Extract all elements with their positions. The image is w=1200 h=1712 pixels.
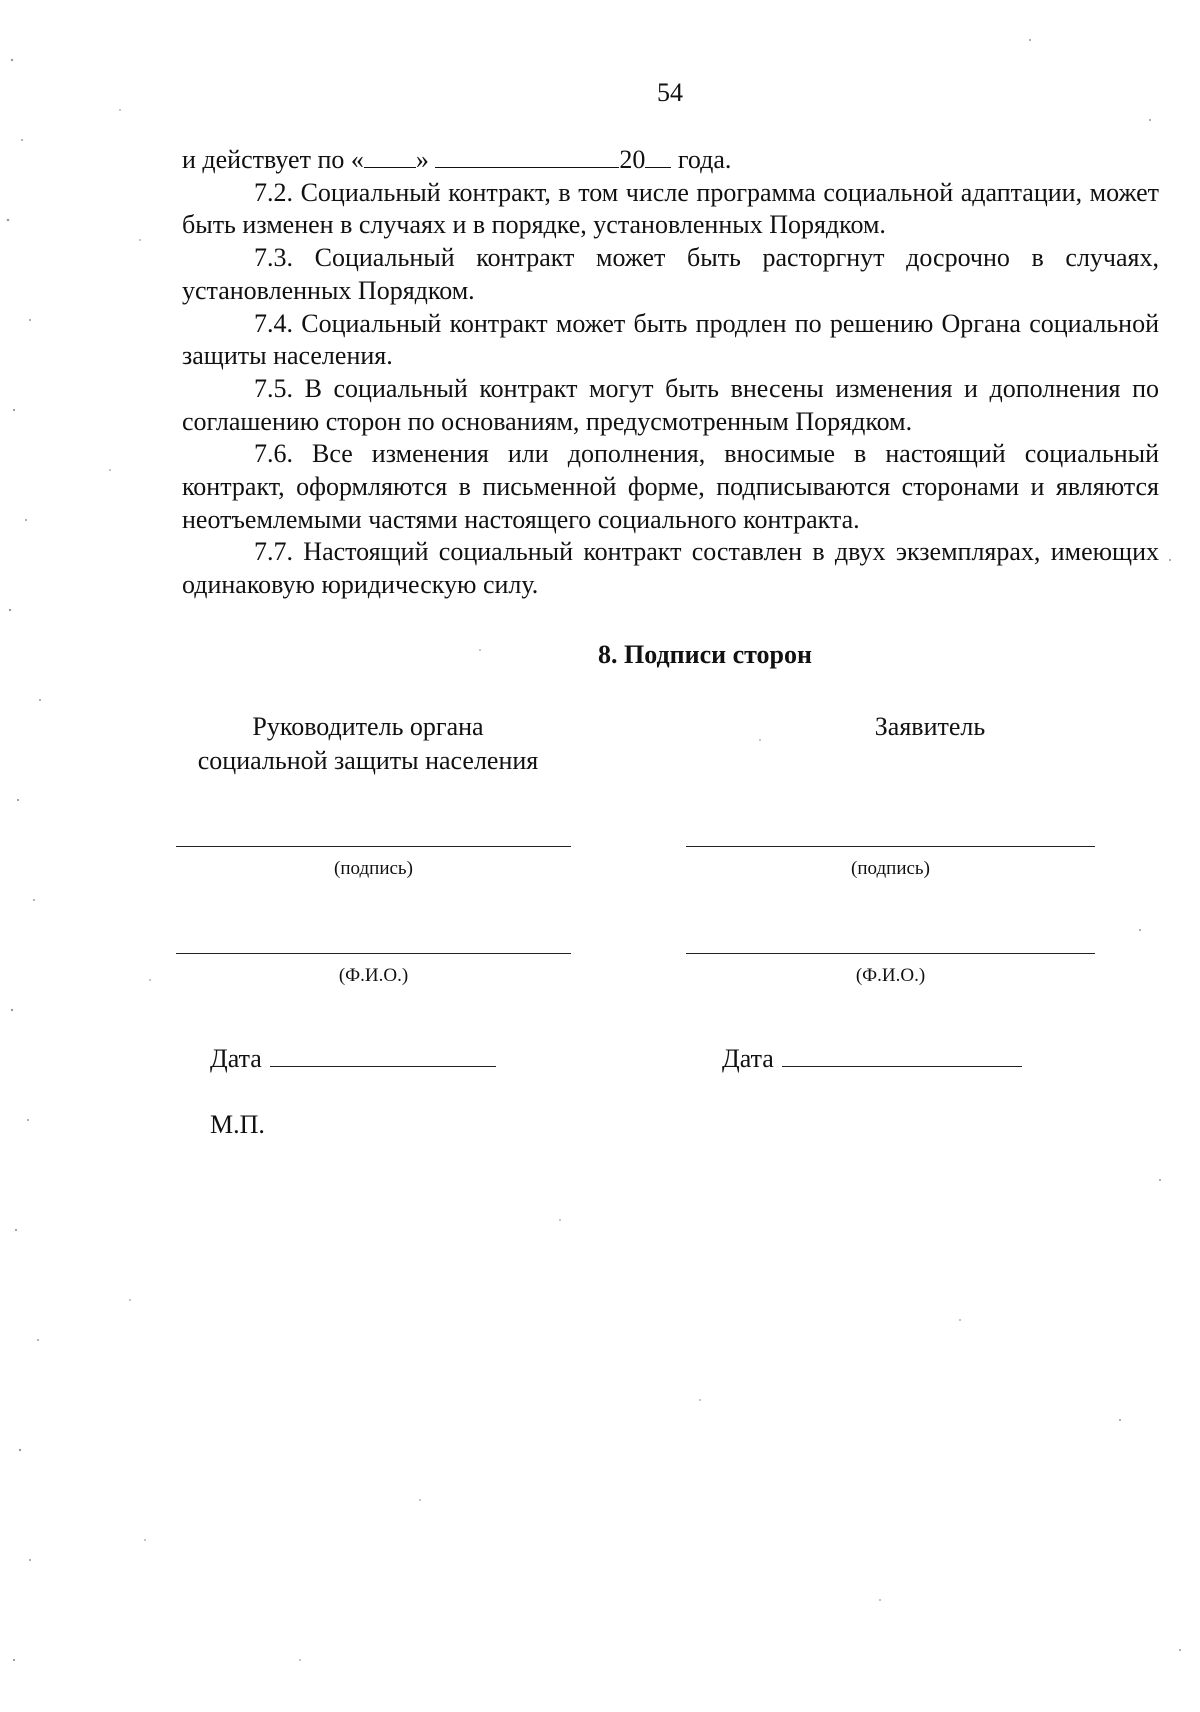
- right-date-label: Дата: [722, 1044, 774, 1073]
- clause-7-1-text-start: и действует по «: [182, 145, 364, 174]
- section-title-signatures: 8. Подписи сторон: [597, 640, 813, 669]
- clause-7-1-text-end: года.: [677, 145, 732, 174]
- left-party-label: [182, 710, 554, 778]
- year-blank: [645, 145, 671, 168]
- right-date-line: [782, 1042, 1022, 1067]
- clause-7-1-continuation: [182, 144, 1159, 177]
- page-number: 54: [657, 78, 683, 107]
- right-name-line: [686, 953, 1095, 954]
- right-signature-line: [686, 846, 1095, 847]
- clause-7-2: 7.2. Социальный контракт, в том числе программа социальной адаптации, может быть изменен в случаях и в порядке, установленных Порядком.: [182, 177, 1159, 240]
- left-name-caption: (Ф.И.О.): [338, 965, 409, 986]
- year-prefix: 20: [619, 145, 646, 174]
- clause-7-7: 7.7. Настоящий социальный контракт составлен в двух экземплярах, имеющих одинаковую юридическую силу.: [182, 537, 1159, 600]
- day-blank: [364, 145, 416, 168]
- left-date-label: Дата: [210, 1044, 262, 1073]
- clause-7-6: 7.6. Все изменения или дополнения, вносимые в настоящий социальный контракт, оформляются в письменной форме, подписываются сторонами и являются неотъемлемыми частями настоящего социального контракта.: [182, 439, 1159, 534]
- contract-clauses: [182, 144, 1159, 602]
- left-signature-caption: (подпись): [334, 858, 413, 879]
- left-party-line1: Руководитель органа: [252, 712, 484, 741]
- right-signature-caption: (подпись): [851, 858, 930, 879]
- clause-7-5: 7.5. В социальный контракт могут быть внесены изменения и дополнения по соглашению сторон по основаниям, предусмотренным Порядком.: [182, 373, 1159, 436]
- clause-7-4: 7.4. Социальный контракт может быть продлен по решению Органа социальной защиты населения.: [182, 308, 1159, 371]
- left-name-line: [176, 953, 571, 954]
- right-name-caption: (Ф.И.О.): [855, 965, 926, 986]
- left-party-line2: социальной защиты населения: [197, 746, 539, 775]
- stamp-label: М.П.: [210, 1110, 265, 1139]
- right-party-label: Заявитель: [874, 712, 986, 741]
- left-date-line: [270, 1042, 496, 1067]
- clause-7-1-quote-close: »: [415, 145, 429, 174]
- left-date-field: [210, 1042, 496, 1074]
- month-blank: [435, 145, 619, 168]
- clause-7-3: 7.3. Социальный контракт может быть расторгнут досрочно в случаях, установленных Порядком.: [182, 243, 1159, 305]
- right-date-field: [722, 1042, 1022, 1074]
- left-signature-line: [176, 846, 571, 847]
